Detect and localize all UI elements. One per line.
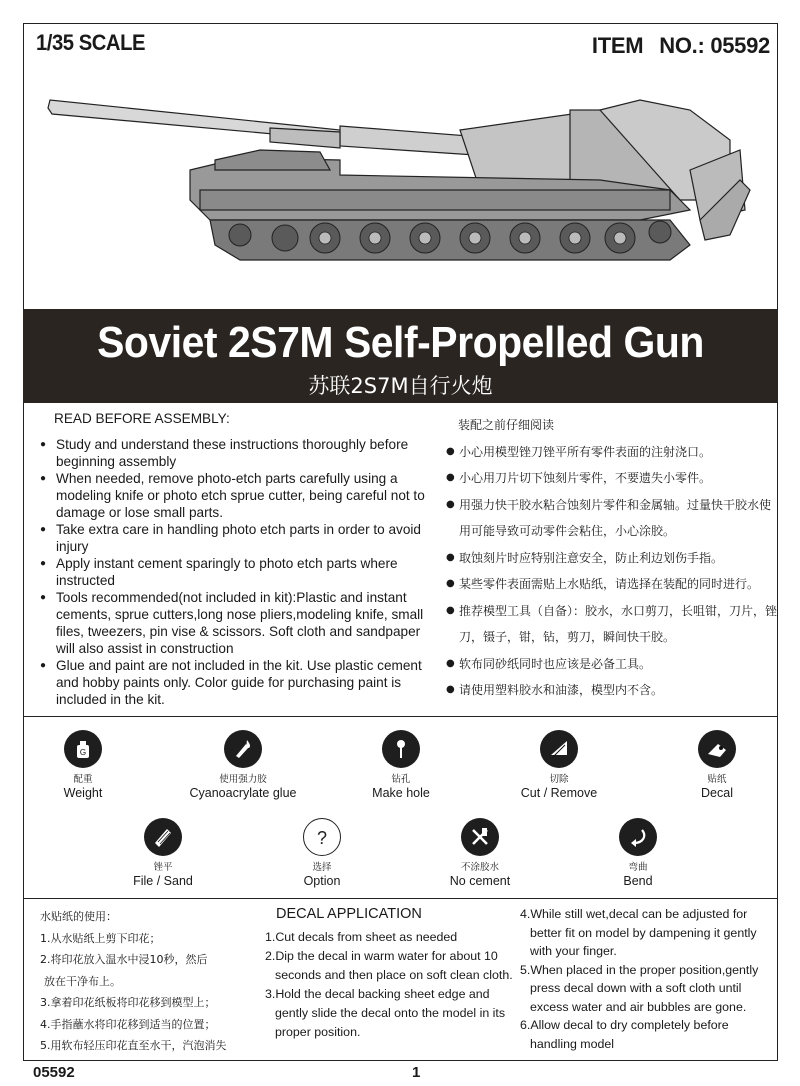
list-item: ● When needed, remove photo-etch parts carefully using a modeling knife or photo etch sprue cutter, being careful not to damage or lose small parts. — [36, 470, 441, 521]
title-band — [23, 309, 778, 403]
legend-bend: 弯曲 Bend — [578, 818, 698, 888]
legend-file: 锉平 File / Sand — [103, 818, 223, 888]
legend-weight: G 配重 Weight — [23, 730, 143, 800]
page-number: 1 — [412, 1064, 421, 1081]
legend-decal: 贴纸 Decal — [657, 730, 777, 800]
item-number — [592, 33, 770, 59]
list-item: ● 请使用塑料胶水和油漆，模型内不含。 — [450, 677, 780, 704]
drill-icon — [382, 730, 420, 768]
tank-illustration — [40, 70, 760, 280]
list-item: ● Study and understand these instructions thoroughly before beginning assembly — [36, 436, 441, 470]
item-label: ITEM — [591, 33, 644, 58]
legend-drill: 钻孔 Make hole — [341, 730, 461, 800]
no-cement-icon — [461, 818, 499, 856]
decal-heading: DECAL APPLICATION — [276, 906, 422, 922]
list-item: ● Tools recommended(not included in kit):Plastic and instant cements, sprue cutters,long nose pliers,modeling knife, small files, tweezers, pin vise & scissors. Soft cloth and sandpaper will also assist in construction — [36, 589, 441, 657]
list-item: ● 某些零件表面需贴上水贴纸，请选择在装配的同时进行。 — [450, 571, 780, 598]
legend-no-cement: 不涂胶水 No cement — [420, 818, 540, 888]
list-item: ● Take extra care in handling photo etch parts in order to avoid injury — [36, 521, 441, 555]
divider — [23, 898, 778, 899]
list-item: ● Apply instant cement sparingly to photo etch parts where instructed — [36, 555, 441, 589]
decal-instructions-en-right: 4.While still wet,decal can be adjusted for better fit on model by dampening it gently with your finger. 5.When placed in the proper position,gently press decal down with a soft cloth until excess water and air bubbles are gone. 6.Allow decal to dry completely before handling model — [520, 907, 759, 1051]
legend-option: ? 选择 Option — [262, 818, 382, 888]
file-icon — [144, 818, 182, 856]
list-item: ● 小心用模型锉刀锉平所有零件表面的注射浇口。 — [450, 439, 780, 466]
legend-glue: 使用强力胶 Cyanoacrylate glue — [183, 730, 303, 800]
list-item: ● 取蚀刻片时应特别注意安全，防止利边划伤手指。 — [450, 545, 780, 572]
list-item: ● 推荐模型工具（自备）：胶水，水口剪刀，长咀钳，刀片，锉刀，镊子，钳，钻，剪刀，瞬间快干胶。 — [450, 598, 780, 651]
scale-label: 1/35 SCALE — [36, 30, 146, 55]
list-item: ● Glue and paint are not included in the kit. Use plastic cement and hobby paints only. Color guide for purchasing paint is included in the kit. — [36, 657, 441, 708]
list-item: ● 小心用刀片切下蚀刻片零件，不要遗失小零件。 — [450, 465, 780, 492]
weight-icon — [64, 730, 102, 768]
icon-legend — [23, 718, 778, 898]
glue-drop-icon — [224, 730, 262, 768]
list-item: ● 用强力快干胶水粘合蚀刻片零件和金属轴。过量快干胶水使用可能导致可动零件会粘住，小心涂胶。 — [450, 492, 780, 545]
title-english: Soviet 2S7M Self-Propelled Gun — [97, 318, 704, 367]
question-icon — [303, 818, 341, 856]
read-before-assembly-cn — [450, 412, 780, 704]
bend-arrow-icon — [619, 818, 657, 856]
title-chinese: 苏联2S7M自行火炮 — [308, 374, 493, 398]
read-before-heading-cn: 装配之前仔细阅读 — [458, 418, 555, 432]
decal-instructions-cn: 水贴纸的使用： 1.从水贴纸上剪下印花； 2.将印花放入温水中浸10秒，然后 放在干净布上。 3.拿着印花纸板将印花移到模型上； 4.手指蘸水将印花移到适当的位置； 5.用软布轻压印花直至水干，汽泡消失 — [40, 910, 227, 1052]
legend-cut: 切除 Cut / Remove — [499, 730, 619, 800]
item-no: NO.: 05592 — [659, 33, 770, 58]
list-item: ● 软布同砂纸同时也应该是必备工具。 — [450, 651, 780, 678]
read-before-heading: READ BEFORE ASSEMBLY: — [54, 411, 230, 426]
decal-icon — [698, 730, 736, 768]
cut-icon — [540, 730, 578, 768]
svg-text:G: G — [79, 748, 87, 757]
svg-text:?: ? — [316, 828, 328, 848]
divider — [23, 716, 778, 717]
footer-item-no: 05592 — [33, 1064, 75, 1081]
read-before-assembly — [36, 410, 441, 708]
decal-instructions-en-left: DECAL APPLICATION 1.Cut decals from sheet as needed 2.Dip the decal in warm water for about 10 seconds and then place on soft clean cloth. 3.Hold the decal backing sheet edge and gently slide the decal onto the model in its proper position. — [265, 905, 520, 1042]
